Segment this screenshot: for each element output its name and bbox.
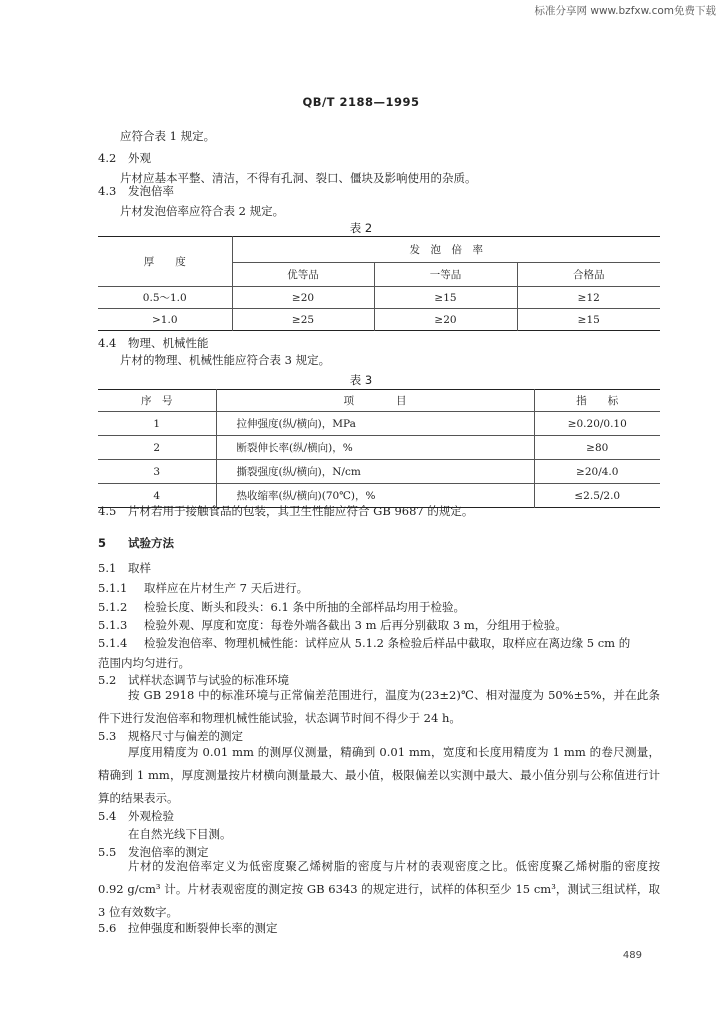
section-5-heading: 5 试验方法 — [98, 536, 174, 550]
table-row: 3 撕裂强度(纵/横向)，N/cm ≥20/4.0 — [98, 460, 660, 484]
header-thickness: 厚 度 — [98, 237, 232, 287]
section-4-5: 4.5 片材若用于接触食品的包装，其卫生性能应符合 GB 9687 的规定。 — [98, 504, 474, 518]
section-5-5-heading: 5.5 发泡倍率的测定 — [98, 845, 209, 859]
section-4-4-text: 片材的物理、机械性能应符合表 3 规定。 — [120, 353, 331, 367]
table-2-caption: 表 2 — [349, 221, 373, 235]
header-serial-no: 序 号 — [98, 390, 216, 412]
table-3-caption: 表 3 — [349, 373, 373, 387]
section-5-2-heading: 5.2 试样状态调节与试验的标准环境 — [98, 673, 289, 687]
section-5-2-text: 按 GB 2918 中的标准环境与正常偏差范围进行，温度为(23±2)℃、相对湿度为 50%±5%，并在此条件下进行发泡倍率和物理机械性能试验，状态调节时间不得少于 24 h。 — [98, 688, 660, 725]
section-5-3-text: 厚度用精度为 0.01 mm 的测厚仪测量，精确到 0.01 mm，宽度和长度用精度为 1 mm 的卷尺测量，精确到 1 mm，厚度测量按片材横向测量最大、最小值，极限偏差以实测中最大、最小值分别与公称值进行计算的结果表示。 — [98, 745, 660, 805]
table-row: 2 断裂伸长率(纵/横向)，% ≥80 — [98, 436, 660, 460]
section-4-2-text: 片材应基本平整、清洁，不得有孔洞、裂口、僵块及影响使用的杂质。 — [120, 171, 477, 185]
section-5-3-heading: 5.3 规格尺寸与偏差的测定 — [98, 729, 243, 743]
site-watermark: 标准分享网 www.bzfxw.com免费下载 — [534, 5, 716, 17]
table-3 — [98, 389, 660, 508]
section-5-1-2: 5.1.2 检验长度、断头和段头：6.1 条中所抽的全部样品均用于检验。 — [98, 600, 465, 614]
section-4-3-text: 片材发泡倍率应符合表 2 规定。 — [120, 204, 285, 218]
section-4-3-heading: 4.3 发泡倍率 — [98, 184, 174, 198]
table-row: >1.0 ≥25 ≥20 ≥15 — [98, 309, 660, 331]
section-5-4-text: 在自然光线下目测。 — [128, 827, 232, 841]
header-expansion-ratio: 发 泡 倍 率 — [409, 244, 483, 256]
section-4-2-heading: 4.2 外观 — [98, 151, 151, 165]
section-4-4-heading: 4.4 物理、机械性能 — [98, 336, 209, 350]
header-grade-first: 一等品 — [374, 263, 517, 287]
section-5-5-text: 片材的发泡倍率定义为低密度聚乙烯树脂的密度与片材的表观密度之比。低密度聚乙烯树脂的密度按 0.92 g/cm³ 计。片材表观密度的测定按 GB 6343 的规定进行，试样的体积至少 15 cm³，测试三组试样，取 3 位有效数字。 — [98, 859, 660, 919]
table-row: 4 热收缩率(纵/横向)(70℃)，% ≤2.5/2.0 — [98, 484, 660, 508]
header-grade-superior: 优等品 — [232, 263, 374, 287]
header-grade-qualified: 合格品 — [573, 269, 605, 281]
standard-header: QB/T 2188—1995 — [302, 95, 420, 109]
table-row: 0.5～1.0 ≥20 ≥15 ≥12 — [98, 287, 660, 309]
section-5-1-4-continued: 范围内均匀进行。 — [98, 656, 190, 670]
intro-text: 应符合表 1 规定。 — [120, 129, 216, 143]
section-5-4-heading: 5.4 外观检验 — [98, 809, 174, 823]
section-5-1-1: 5.1.1 取样应在片材生产 7 天后进行。 — [98, 581, 309, 595]
section-5-6-heading: 5.6 拉伸强度和断裂伸长率的测定 — [98, 921, 278, 935]
header-item: 项 目 — [216, 390, 534, 412]
header-index: 指 标 — [576, 395, 619, 407]
section-5-1-3: 5.1.3 检验外观、厚度和宽度：每卷外端各截出 3 m 后再分别截取 3 m，分组用于检验。 — [98, 618, 567, 632]
page-number: 489 — [622, 950, 642, 961]
table-row: 1 拉伸强度(纵/横向)，MPa ≥0.20/0.10 — [98, 412, 660, 436]
table-2 — [98, 236, 660, 331]
section-5-1-heading: 5.1 取样 — [98, 561, 151, 575]
section-5-1-4: 5.1.4 检验发泡倍率、物理机械性能：试样应从 5.1.2 条检验后样品中截取，取样应在离边缘 5 cm 的 — [98, 636, 631, 650]
